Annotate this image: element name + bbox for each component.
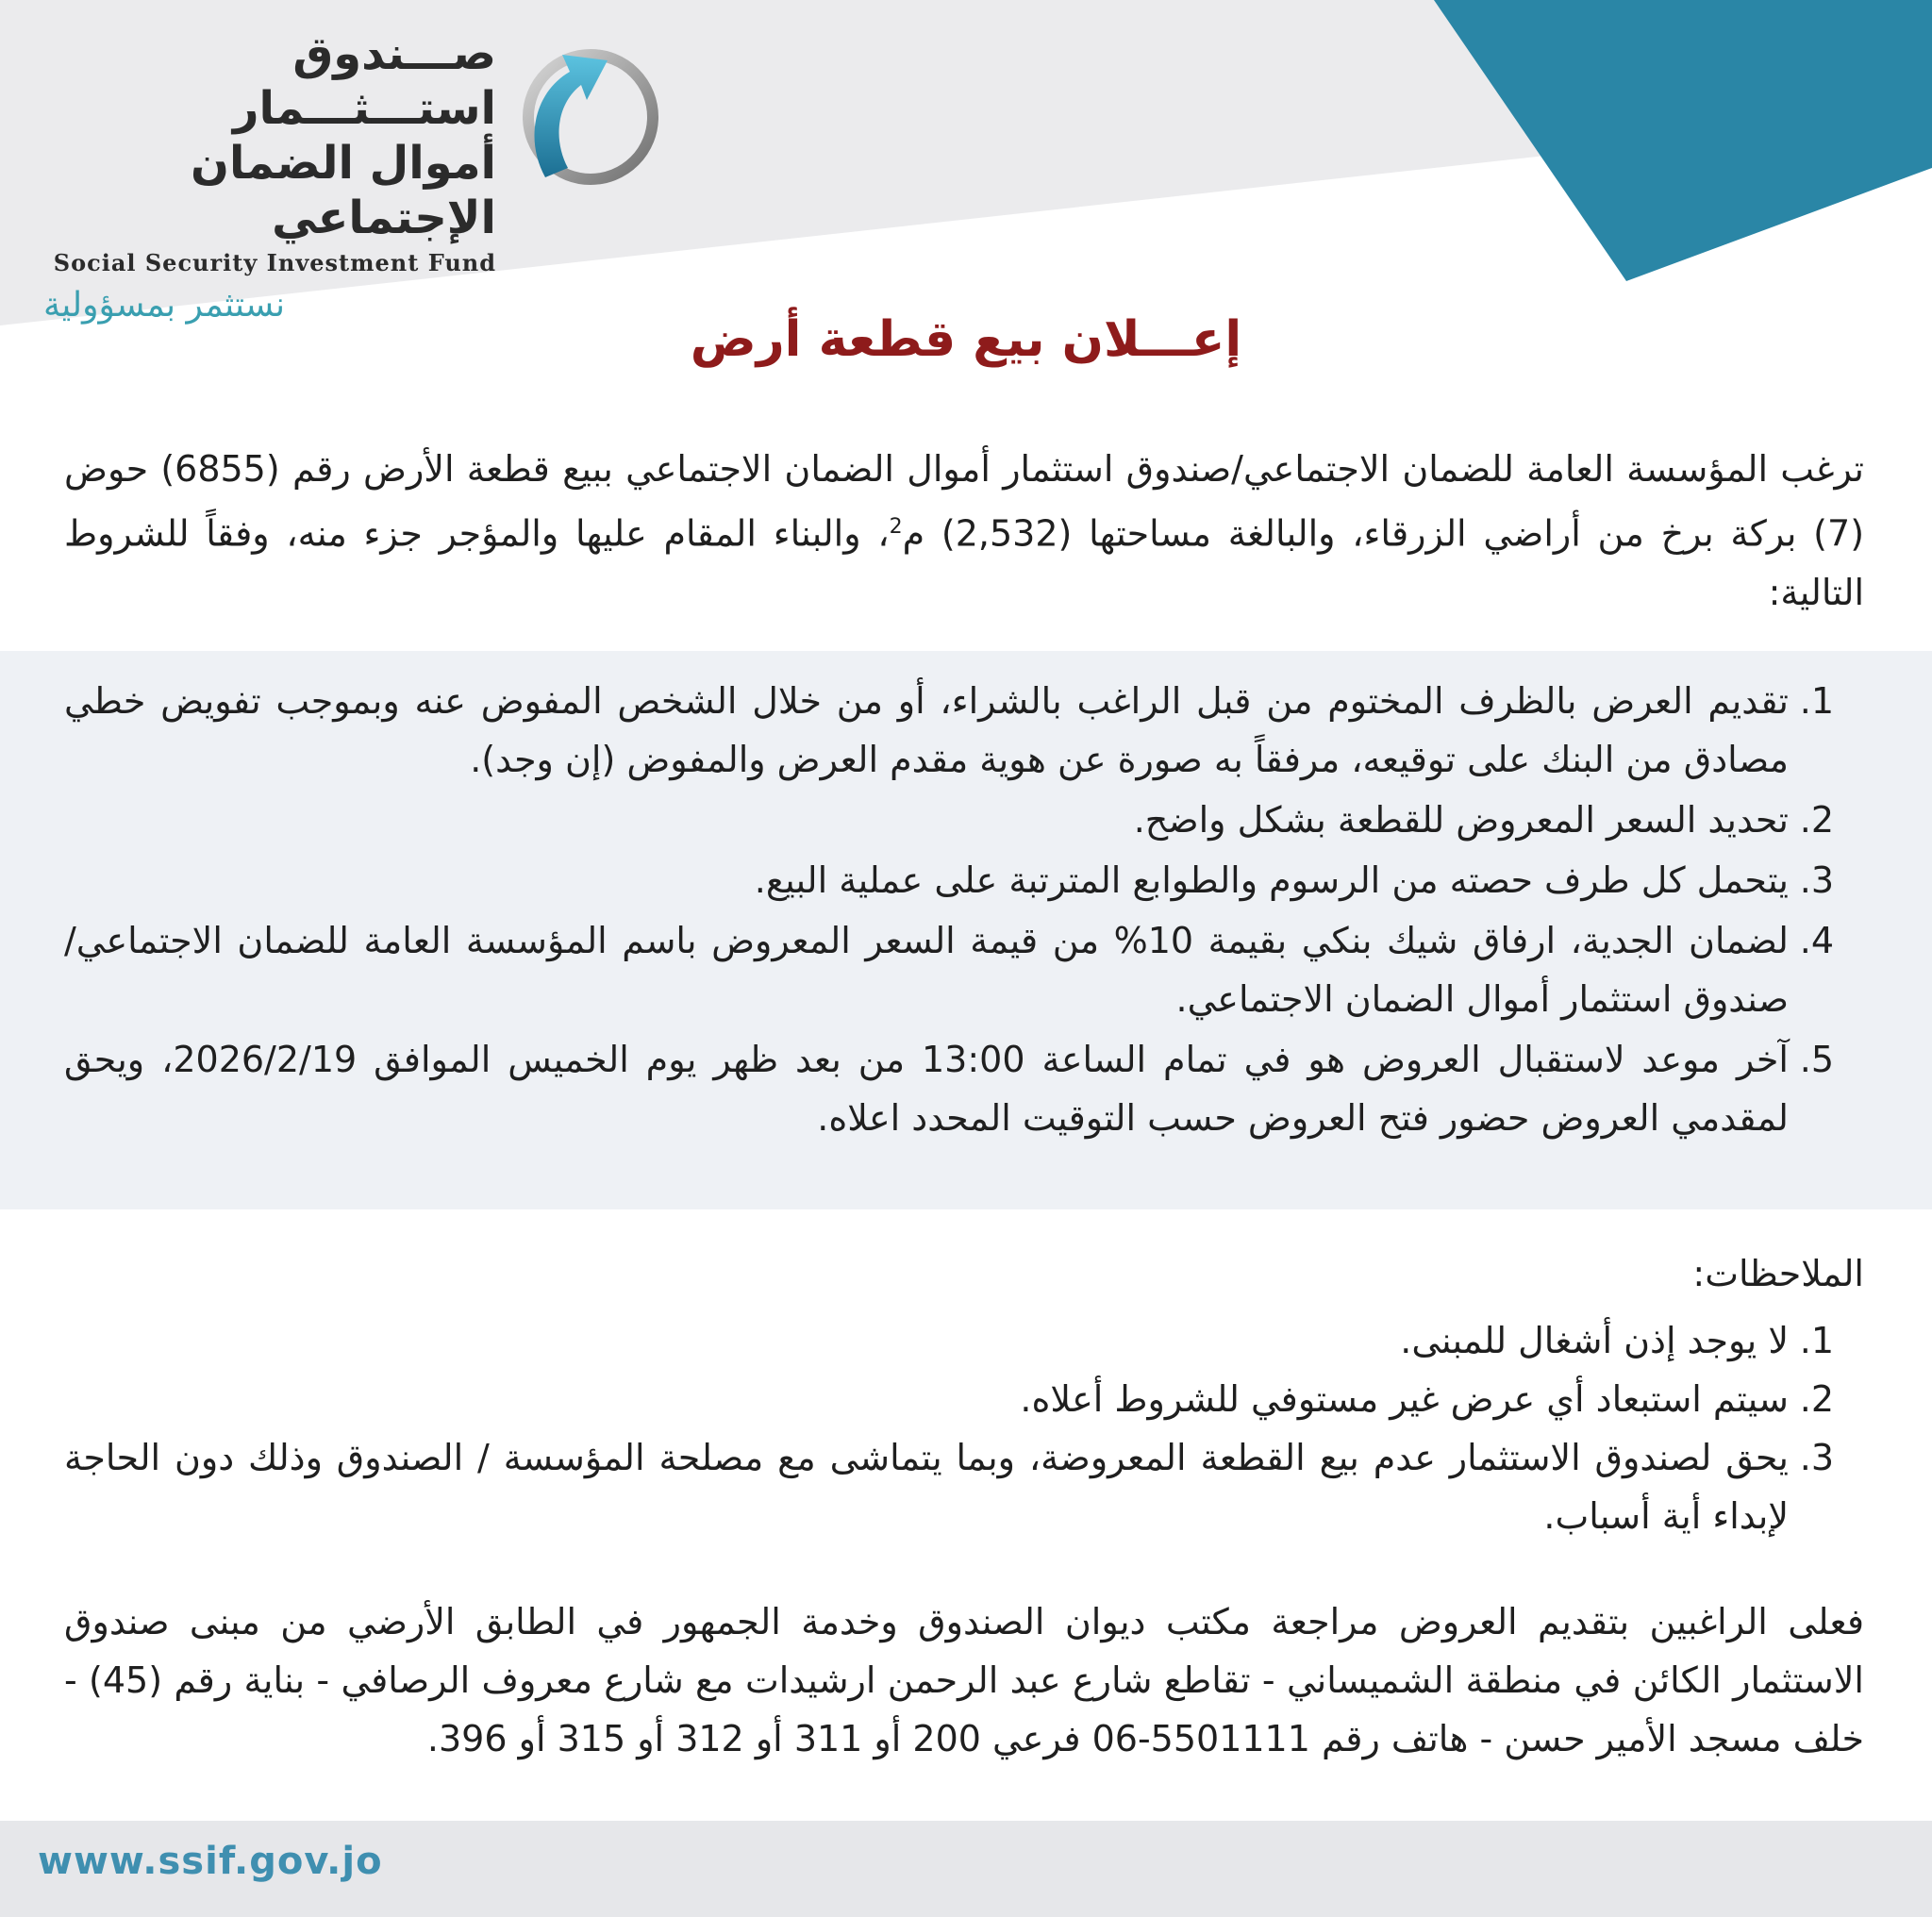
logo-arabic-line1: صـــندوق استـــثـــمار xyxy=(232,27,496,135)
condition-item xyxy=(64,672,1834,789)
condition-text: يتحمل كل طرف حصته من الرسوم والطوابع المترتبة على عملية البيع. xyxy=(754,859,1789,901)
condition-number: 5. xyxy=(1799,1039,1834,1080)
condition-number: 3. xyxy=(1799,859,1834,901)
condition-number: 2. xyxy=(1799,799,1834,841)
condition-item xyxy=(64,1030,1834,1147)
page-title: إعـــلان بيع قطعة أرض xyxy=(690,311,1242,368)
notes-title: الملاحظات: xyxy=(1692,1253,1864,1294)
condition-item xyxy=(64,851,1834,909)
logo-arrow-ring-icon xyxy=(496,26,666,196)
condition-number: 4. xyxy=(1799,920,1834,961)
condition-item xyxy=(64,911,1834,1028)
condition-text: لضمان الجدية، ارفاق شيك بنكي بقيمة 10% من قيمة السعر المعروض باسم المؤسسة العامة للضمان الاجتماعي/صندوق استثمار أموال الضمان الاجتماعي. xyxy=(64,920,1789,1020)
condition-item xyxy=(64,791,1834,849)
logo-english-name: Social Security Investment Fund xyxy=(53,249,496,276)
note-number: 2. xyxy=(1799,1378,1834,1420)
contact-paragraph: فعلى الراغبين بتقديم العروض مراجعة مكتب ديوان الصندوق وخدمة الجمهور في الطابق الأرضي من مبنى صندوق الاستثمار الكائن في منطقة الشميساني - تقاطع شارع عبد الرحمن ارشيدات مع شارع معروف الرصافي - بناية رقم (45) - خلف مسجد الأمير حسن - هاتف رقم 5501111-06 فرعي 200 أو 311 أو 312 أو 315 أو 396. xyxy=(64,1601,1864,1759)
intro-paragraph xyxy=(64,440,1864,622)
note-text: يحق لصندوق الاستثمار عدم بيع القطعة المعروضة، وبما يتماشى مع مصلحة المؤسسة / الصندوق وذلك دون الحاجة لإبداء أية أسباب. xyxy=(64,1437,1789,1537)
logo-text xyxy=(43,26,496,325)
note-item xyxy=(64,1428,1834,1545)
notes-list xyxy=(64,1311,1834,1545)
intro-text-part1: ترغب المؤسسة العامة للضمان الاجتماعي/صندوق استثمار أموال الضمان الاجتماعي ببيع قطعة الأرض رقم (6855) حوض (7) بركة برخ من أراضي الزرقاء، والبالغة مساحتها (2,532) م xyxy=(64,448,1865,555)
note-text: لا يوجد إذن أشغال للمبنى. xyxy=(1400,1320,1789,1361)
condition-text: تحديد السعر المعروض للقطعة بشكل واضح. xyxy=(1133,799,1789,841)
intro-superscript: 2 xyxy=(889,515,903,539)
conditions-list xyxy=(64,672,1834,1149)
footer-website-link[interactable]: www.ssif.gov.jo xyxy=(38,1840,383,1883)
condition-text: آخر موعد لاستقبال العروض هو في تمام الساعة 13:00 من بعد ظهر يوم الخميس الموافق 2026/2/19، ويحق لمقدمي العروض حضور فتح العروض حسب التوقيت المحدد اعلاه. xyxy=(64,1039,1789,1139)
condition-text: تقديم العرض بالظرف المختوم من قبل الراغب بالشراء، أو من خلال الشخص المفوض عنه وبموجب تفويض خطي مصادق من البنك على توقيعه، مرفقاً به صورة عن هوية مقدم العرض والمفوض (إن وجد). xyxy=(64,680,1789,780)
fund-logo xyxy=(43,26,647,325)
note-item xyxy=(64,1370,1834,1428)
note-number: 1. xyxy=(1799,1320,1834,1361)
note-number: 3. xyxy=(1799,1437,1834,1478)
condition-number: 1. xyxy=(1799,680,1834,722)
logo-arabic-line2: أموال الضمان الإجتماعي xyxy=(190,137,496,244)
note-item xyxy=(64,1311,1834,1370)
logo-slogan: نستثمر بمسؤولية xyxy=(43,286,286,325)
note-text: سيتم استبعاد أي عرض غير مستوفي للشروط أعلاه. xyxy=(1020,1378,1789,1420)
intro-text-part2: ، والبناء المقام عليها والمؤجر جزء منه، وفقاً للشروط التالية: xyxy=(64,512,1864,613)
